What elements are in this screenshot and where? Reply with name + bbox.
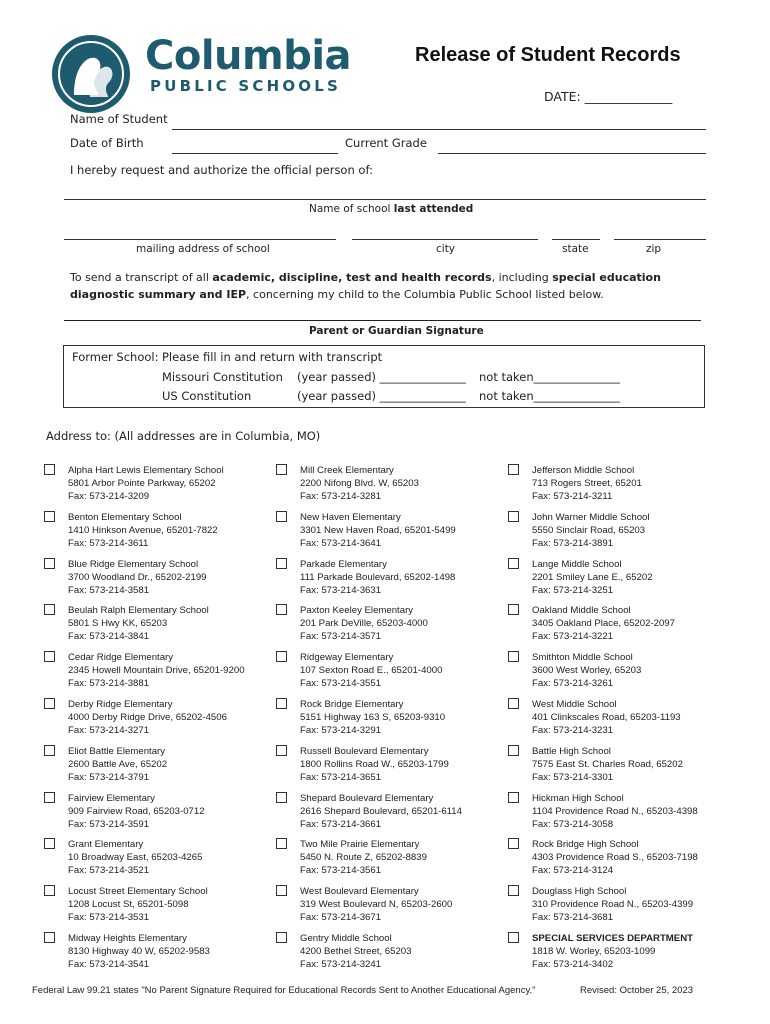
school-name: SPECIAL SERVICES DEPARTMENT [532,933,693,944]
school-fax: Fax: 573-214-3241 [300,959,382,970]
zip-line[interactable] [614,239,706,240]
logo-subtitle: PUBLIC SCHOOLS [150,77,342,95]
former-school-instruction: Please fill in and return with transcript [162,350,383,364]
school-name: Gentry Middle School [300,933,392,944]
school-checkbox[interactable] [44,885,55,896]
school-entry [532,464,752,503]
transcript-text-1: To send a transcript of all [70,271,213,284]
school-name: West Boulevard Elementary [300,886,419,898]
school-checkbox[interactable] [508,464,519,475]
former-school-label: Former School: [72,350,159,364]
school-name: John Warner Middle School [532,511,650,523]
school-entry [300,745,520,784]
school-address: 10 Broadway East, 65203-4265 [68,852,203,864]
school-address: 5450 N. Route Z, 65202-8839 [300,852,427,864]
school-entry [300,885,520,924]
school-name: Grant Elementary [68,839,144,851]
transcript-text-3: , concerning my child to the Columbia Public School listed below. [246,288,604,301]
school-fax: Fax: 573-214-3791 [68,771,150,783]
school-address: 3405 Oakland Place, 65202-2097 [532,618,675,630]
mailing-address-caption: mailing address of school [136,243,270,255]
school-last-attended-line[interactable] [64,199,706,200]
transcript-text-2: , including [491,271,553,284]
school-fax: Fax: 573-214-3231 [532,725,614,736]
school-entry [532,838,752,877]
state-line[interactable] [552,239,600,240]
school-caption-pre: Name of school [309,203,394,215]
school-fax: Fax: 573-214-3209 [68,491,150,502]
school-entry [68,511,288,550]
school-checkbox[interactable] [276,932,287,943]
state-caption: state [562,243,589,255]
school-fax: Fax: 573-214-3671 [300,912,382,924]
missouri-not-taken-field[interactable]: not taken_______________ [479,370,620,384]
school-address: 3600 West Worley, 65203 [532,665,642,677]
school-checkbox[interactable] [508,745,519,756]
school-address: 2345 Howell Mountain Drive, 65201-9200 [68,665,245,677]
school-checkbox[interactable] [276,792,287,803]
school-fax: Fax: 573-214-3301 [532,771,614,783]
school-checkbox[interactable] [276,558,287,569]
signature-caption: Parent or Guardian Signature [309,325,484,337]
school-checkbox[interactable] [44,558,55,569]
school-entry [300,604,520,643]
school-fax: Fax: 573-214-3221 [532,631,614,643]
school-address: 2600 Battle Ave, 65202 [68,758,168,770]
federal-law-note: Federal Law 99.21 states "No Parent Signature Required for Educational Records Sent to Another Educational Agency." [32,985,536,996]
school-address: 909 Fairview Road, 65203-0712 [68,805,205,817]
transcript-bold-2: special education diagnostic summary and IEP [70,271,661,301]
school-name: West Middle School [532,699,617,710]
school-address: 4200 Bethel Street, 65203 [300,946,412,957]
current-grade-label: Current Grade [345,136,427,150]
missouri-year-passed-field[interactable]: (year passed) _______________ [297,370,466,384]
school-fax: Fax: 573-214-3581 [68,584,150,596]
school-address: 713 Rogers Street, 65201 [532,478,642,489]
school-fax: Fax: 573-214-3402 [532,959,614,970]
school-fax: Fax: 573-214-3291 [300,725,382,736]
school-name: Benton Elementary School [68,511,182,523]
logo-name: Columbia [145,33,352,79]
school-fax: Fax: 573-214-3891 [532,537,614,549]
school-checkbox[interactable] [508,651,519,662]
school-fax: Fax: 573-214-3631 [300,584,382,596]
school-name: Midway Heights Elementary [68,933,187,944]
school-checkbox[interactable] [508,885,519,896]
revised-date: Revised: October 25, 2023 [580,985,694,996]
school-checkbox[interactable] [508,932,519,943]
school-entry [68,745,288,784]
school-entry [68,464,288,503]
us-constitution-label: US Constitution [162,389,252,403]
school-address: 201 Park DeVille, 65203-4000 [300,618,428,630]
us-year-passed-field[interactable]: (year passed) _______________ [297,389,466,403]
school-address: 1208 Locust St, 65201-5098 [68,899,189,911]
signature-line[interactable] [64,320,701,321]
date-of-birth-line[interactable] [172,153,338,154]
city-line[interactable] [352,239,538,240]
school-fax: Fax: 573-214-3571 [300,631,382,643]
school-address: 1818 W. Worley, 65203-1099 [532,946,656,957]
us-not-taken-field[interactable]: not taken_______________ [479,389,620,403]
name-of-student-line[interactable] [172,129,706,130]
school-checkbox[interactable] [276,464,287,475]
school-name: Paxton Keeley Elementary [300,605,414,617]
school-address: 3301 New Haven Road, 65201-5499 [300,524,456,536]
school-entry [68,838,288,877]
school-address: 5550 Sinclair Road, 65203 [532,524,646,536]
school-entry [68,698,288,737]
school-address: 7575 East St. Charles Road, 65202 [532,758,683,770]
school-fax: Fax: 573-214-3881 [68,678,150,690]
school-checkbox[interactable] [276,838,287,849]
school-checkbox[interactable] [44,698,55,709]
school-name: Locust Street Elementary School [68,886,208,898]
school-entry [68,932,288,971]
school-entry [532,885,752,924]
school-entry [300,792,520,831]
name-of-student-label: Name of Student [70,112,168,126]
school-checkbox[interactable] [44,651,55,662]
school-address: 4303 Providence Road S., 65203-7198 [532,852,698,864]
school-entry [532,604,752,643]
transcript-bold-1: academic, discipline, test and health records [212,271,492,284]
school-fax: Fax: 573-214-3591 [68,818,150,830]
school-checkbox[interactable] [276,885,287,896]
school-address: 310 Providence Road N., 65203-4399 [532,899,694,911]
address-to-heading: Address to: (All addresses are in Columbia, MO) [46,429,321,443]
school-entry [300,558,520,597]
school-fax: Fax: 573-214-3251 [532,584,614,596]
school-name: Battle High School [532,745,611,757]
school-entry [532,511,752,550]
school-entry [300,698,520,737]
school-address: 3700 Woodland Dr., 65202-2199 [68,571,207,583]
school-name: Smithton Middle School [532,652,633,664]
school-name: Derby Ridge Elementary [68,699,173,710]
school-address: 319 West Boulevard N, 65203-2600 [300,899,453,911]
school-entry [68,792,288,831]
school-name: Mill Creek Elementary [300,465,394,476]
school-name: Two Mile Prairie Elementary [300,839,420,851]
school-checkbox[interactable] [44,511,55,522]
transcript-paragraph [70,269,710,303]
school-entry [68,604,288,643]
school-fax: Fax: 573-214-3841 [68,631,150,643]
school-entry [68,885,288,924]
school-name: Russell Boulevard Elementary [300,745,429,757]
zip-caption: zip [646,243,662,255]
school-name: Rock Bridge High School [532,839,639,851]
school-fax: Fax: 573-214-3058 [532,818,614,830]
school-checkbox[interactable] [508,511,519,522]
school-checkbox[interactable] [44,838,55,849]
school-name: Hickman High School [532,792,624,804]
school-entry [300,464,520,503]
school-address: 1800 Rollins Road W., 65203-1799 [300,758,449,770]
school-checkbox[interactable] [276,604,287,615]
school-entry [300,511,520,550]
school-address: 8130 Highway 40 W, 65202-9583 [68,946,210,957]
school-name: Eliot Battle Elementary [68,745,166,757]
city-caption: city [436,243,456,255]
school-entry [68,651,288,690]
document-title: Release of Student Records [415,44,681,66]
school-fax: Fax: 573-214-3561 [300,865,382,877]
school-entry [532,792,752,831]
school-checkbox[interactable] [44,792,55,803]
school-fax: Fax: 573-214-3681 [532,912,614,924]
date-of-birth-label: Date of Birth [70,136,144,150]
school-entry [532,698,752,737]
school-fax: Fax: 573-214-3611 [68,537,149,549]
school-name: Blue Ridge Elementary School [68,558,199,570]
school-fax: Fax: 573-214-3211 [532,491,613,502]
school-name: Shepard Boulevard Elementary [300,792,434,804]
school-checkbox[interactable] [44,745,55,756]
school-fax: Fax: 573-214-3261 [532,678,614,690]
school-name: Parkade Elementary [300,558,387,570]
missouri-constitution-label: Missouri Constitution [162,370,283,384]
school-checkbox[interactable] [276,745,287,756]
school-entry [300,932,520,971]
school-fax: Fax: 573-214-3281 [300,491,382,502]
mailing-address-line[interactable] [64,239,336,240]
school-name: New Haven Elementary [300,511,401,523]
school-checkbox[interactable] [508,604,519,615]
school-checkbox[interactable] [44,932,55,943]
school-fax: Fax: 573-214-3651 [300,771,382,783]
school-address: 5801 S Hwy KK, 65203 [68,618,168,630]
date-field[interactable]: DATE: ______________ [544,89,673,104]
school-address: 4000 Derby Ridge Drive, 65202-4506 [68,712,227,723]
school-fax: Fax: 573-214-3521 [68,865,150,877]
school-address: 401 Clinkscales Road, 65203-1193 [532,712,681,723]
school-checkbox[interactable] [508,838,519,849]
school-entry [300,651,520,690]
school-checkbox[interactable] [276,698,287,709]
school-entry [532,932,752,971]
school-name: Fairview Elementary [68,792,155,804]
district-logo-icon [52,35,130,113]
school-checkbox[interactable] [508,792,519,803]
school-address: 2201 Smiley Lane E., 65202 [532,571,653,583]
school-entry [68,558,288,597]
school-fax: Fax: 573-214-3641 [300,537,382,549]
school-address: 1104 Providence Road N., 65203-4398 [532,805,698,817]
school-fax: Fax: 573-214-3271 [68,725,150,736]
school-checkbox[interactable] [44,604,55,615]
school-caption-bold: last attended [393,203,474,215]
current-grade-line[interactable] [438,153,706,154]
school-fax: Fax: 573-214-3661 [300,818,382,830]
school-name: Ridgeway Elementary [300,652,394,664]
request-text: I hereby request and authorize the official person of: [70,163,373,177]
school-address: 2200 Nifong Blvd. W, 65203 [300,478,419,489]
school-name: Rock Bridge Elementary [300,699,404,710]
school-name: Beulah Ralph Elementary School [68,605,209,617]
school-address: 107 Sexton Road E., 65201-4000 [300,665,443,677]
school-fax: Fax: 573-214-3531 [68,912,150,924]
school-entry [532,558,752,597]
school-name: Lange Middle School [532,558,622,570]
school-name: Cedar Ridge Elementary [68,652,174,664]
school-checkbox[interactable] [508,698,519,709]
school-entry [532,745,752,784]
school-checkbox[interactable] [508,558,519,569]
school-name: Oakland Middle School [532,605,631,617]
school-fax: Fax: 573-214-3551 [300,678,382,690]
school-checkbox[interactable] [276,511,287,522]
school-address: 111 Parkade Boulevard, 65202-1498 [300,571,456,583]
school-entry [300,838,520,877]
school-checkbox[interactable] [276,651,287,662]
school-name: Jefferson Middle School [532,465,635,476]
school-name: Douglass High School [532,886,627,898]
school-checkbox[interactable] [44,464,55,475]
school-address: 2616 Shepard Boulevard, 65201-6114 [300,805,462,817]
school-address: 5801 Arbor Pointe Parkway, 65202 [68,478,216,489]
school-fax: Fax: 573-214-3541 [68,959,150,970]
school-address: 5151 Highway 163 S, 65203-9310 [300,712,446,723]
school-name: Alpha Hart Lewis Elementary School [68,465,224,476]
school-entry [532,651,752,690]
school-fax: Fax: 573-214-3124 [532,865,614,877]
school-last-attended-caption [309,203,473,215]
school-address: 1410 Hinkson Avenue, 65201-7822 [68,524,218,536]
